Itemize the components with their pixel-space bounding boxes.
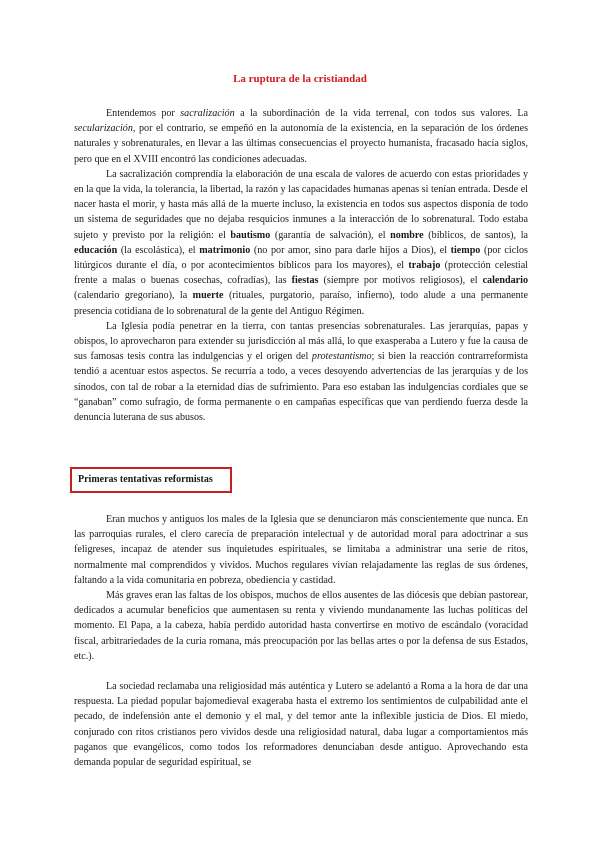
italic-term: secularización (74, 123, 133, 135)
text-run: (la escolástica), el (117, 244, 200, 256)
text-run: ; si bien la reacción contrarreformista tendió a acentuar estos aspectos. Se recurría a todo, a veces desoyendo advertencias de las jerarquías y de los sínodos, con tal de robar a la eternidad días de sufrimiento. Para eso estaban las indulgencias cordiales que se “ganaban” como sufragio, de forma permanente o en campañas específicas que van perdiendo fuerza desde la denuncia luterana de sus abusos. (74, 351, 528, 424)
bold-term: nombre (390, 229, 424, 241)
text-run: Entendemos por (106, 108, 181, 119)
text-run: (rituales, purgatorio, paraíso, infierno), todo alude a una permanente presencia cotidiana de lo sobrenatural de la gente del Antiguo Régimen. (74, 290, 528, 317)
bold-term: calendario (482, 275, 528, 287)
intro-paragraph-2 (74, 167, 528, 319)
bold-term: matrimonio (199, 244, 251, 256)
text-run: (protección celestial frente a malas o buenas cosechas, cofradías), las (74, 260, 528, 287)
italic-term: protestantismo (311, 351, 372, 363)
section-heading: Primeras tentativas reformistas (78, 474, 213, 485)
intro-block (74, 106, 528, 425)
bold-term: muerte (192, 290, 224, 302)
text-run: (por ciclos litúrgicos durante el día, o por acontecimientos bíblicos para los mayores), el (74, 244, 528, 272)
section-paragraph-1: Eran muchos y antiguos los males de la Iglesia que se denunciaron más conscientemente que nunca. En las parroquias rurales, el clero carecía de preparación intelectual y de autoridad moral para adoctrinar a sus feligreses, incapaz de atender sus inquietudes espirituales, se limitaba a administrar una serie de ritos, normalmente mal comprendidos y vividos. Muchos regulares vivían relajadamente las reglas de sus órdenes, faltando a la vida comunitaria en pobreza, obediencia y castidad. (74, 514, 528, 586)
text-run: (calendario gregoriano), la (74, 290, 193, 302)
text-run: (siempre por motivos religiosos), el (318, 275, 483, 287)
bold-term: fiestas (291, 275, 319, 287)
text-run: a la subordinación de la vida terrenal, con todos sus valores. La (234, 108, 528, 119)
bold-term: educación (74, 244, 118, 256)
text-run: (no por amor, sino para darle hijos a Dios), el (250, 244, 451, 256)
bold-term: tiempo (450, 244, 481, 256)
section-paragraph-2: Más graves eran las faltas de los obispos, muchos de ellos ausentes de las diócesis que debían pastorear, dedicados a acumular beneficios que aumentasen su renta y viviendo mundanamente las luchas políticas del momento. El Papa, a la cabeza, había perdido autoridad hasta convertirse en motivo de escándalo (voracidad fiscal, arbitrariedades de la curia romana, más preocupación por las bellas artes o por la defensa de sus Estados, etc.). (74, 590, 528, 662)
bold-term: trabajo (408, 260, 441, 272)
text-run: La Iglesia podía penetrar en la tierra, con tantas presencias sobrenaturales. Las jerarquías, papas y obispos, lo aprovecharon para extender su jurisdicción al más allá, lo que exasperaba a Lutero y fue la causa de sus famosas tesis contra las indulgencias y el origen del (74, 320, 528, 363)
italic-term: sacralización (180, 108, 235, 119)
intro-paragraph-1 (74, 106, 528, 167)
text-run: La sacralización comprendía la elaboración de una escala de valores de acuerdo con estas prioridades y en la que la vida, la tolerancia, la libertad, la razón y las capacidades humanas apenas si tenían entrada. Desde el nacer hasta el morir, y hasta más allá de la muerte incluso, la existencia en todos sus aspectos disponía de todo un sistema de seguridades que no dejaba resquicios inmunes a la interacción de lo sobrenatural. Todo estaba sujeto y previsto por la religión: el (74, 168, 528, 241)
section-paragraph-3: La sociedad reclamaba una religiosidad más auténtica y Lutero se adelantó a Roma a la hora de dar una respuesta. La piedad popular bajomedieval exageraba hasta el extremo los sentimientos de culpabilidad ante el pecado, de indefensión ante el demonio y el mal, y del temor ante la inflexible justicia de Dios. El miedo, conjurado con ritos cristianos pero vividos desde una religiosidad natural, daba lugar a comportamientos más paganos que evangélicos, como todos los reformadores denunciaban desde antiguo. Aprovechando esta demanda popular de seguridad espiritual, se (74, 681, 528, 769)
bold-term: bautismo (230, 229, 271, 241)
section-block (74, 512, 528, 770)
intro-paragraph-3 (74, 319, 528, 425)
text-run: , por el contrario, se empeñó en la autonomía de la existencia, en la separación de los órdenes naturales y sobrenaturales, en llevar a las últimas consecuencias el proyecto humanista, fracasado hacía siglos, pero que en el XVIII encontró las condiciones adecuadas. (74, 123, 528, 165)
text-run: (bíblicos, de santos), la (423, 229, 528, 241)
text-run: (garantía de salvación), el (270, 229, 391, 241)
section-heading-box (70, 467, 232, 493)
document-title: La ruptura de la cristiandad (233, 73, 367, 85)
